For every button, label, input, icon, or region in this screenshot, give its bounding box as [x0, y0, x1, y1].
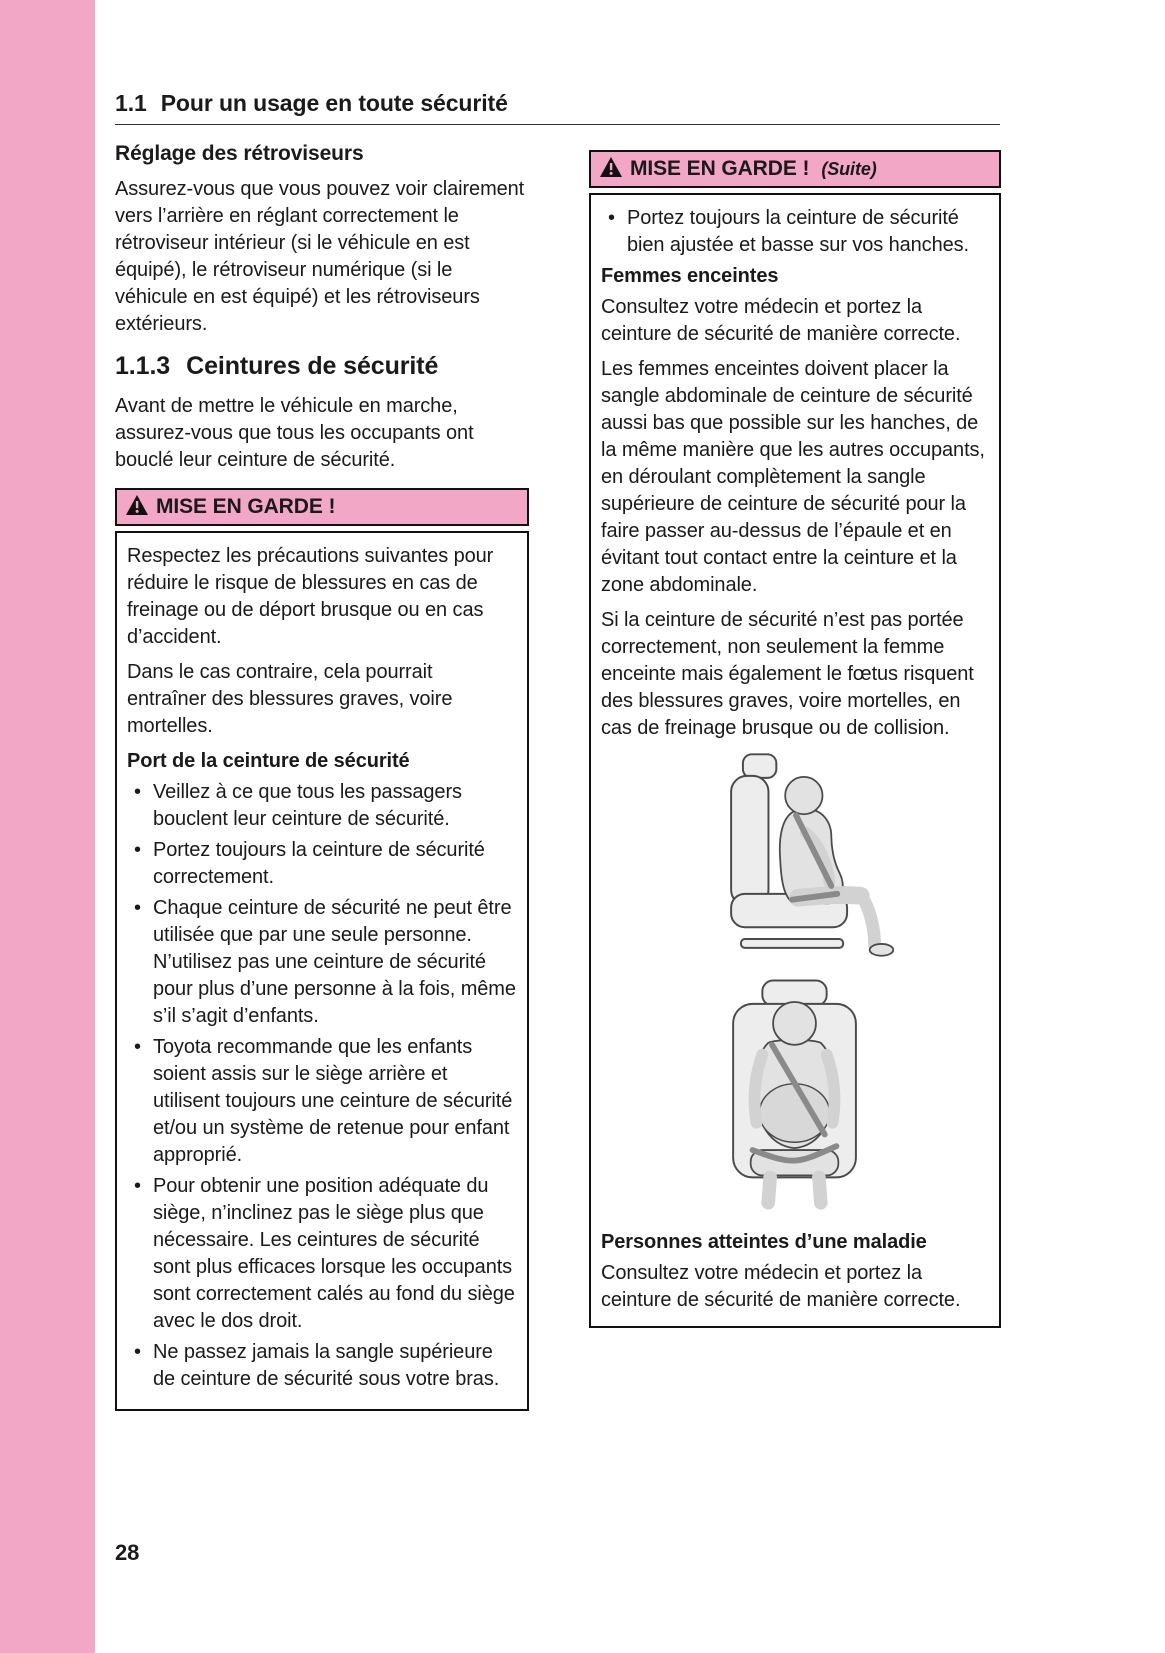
warning-box-continuation-header [589, 150, 1001, 188]
warning-bullet: • Pour obtenir une position adéquate du siège, n’inclinez pas le siège plus que nécessaire. Les ceintures de sécurité sont plus efficaces lorsque les occupants sont correctement calés au fond du siège avec le dos droit. [127, 1173, 517, 1335]
warning-paragraph: Respectez les précautions suivantes pour réduire le risque de blessures en cas de freinage ou de déport brusque ou en cas d’accident. [127, 545, 494, 648]
warning-paragraph: Consultez votre médecin et portez la ceinture de sécurité de manière correcte. [601, 296, 961, 345]
illustration-pregnant-seatbelt-front [601, 978, 989, 1221]
page-title: Pour un usage en toute sécurité [160, 90, 508, 116]
warning-bullet: • Chaque ceinture de sécurité ne peut être utilisée que par une seule personne. N’utilisez pas une ceinture de sécurité pour plus d’une personne à la fois, même s’il s’agit d’enfants. [127, 895, 517, 1030]
right-column [589, 150, 1001, 1328]
warning-paragraph: Dans le cas contraire, cela pourrait entraîner des blessures graves, voire mortelles. [127, 661, 453, 737]
warning-box-continuation [589, 150, 1001, 1328]
belts-heading [115, 352, 529, 381]
warning-box-continuation-body [589, 193, 1001, 1328]
illustration-pregnant-seatbelt-side [601, 750, 989, 970]
belts-section-number: 1.1.3 [115, 352, 171, 380]
pregnant-women-subheading: Femmes enceintes [601, 265, 779, 287]
warning-paragraph: Si la ceinture de sécurité n’est pas portée correctement, non seulement la femme enceinte mais également le fœtus risquent des blessures graves, voire mortelles, en cas de freinage brusque ou de collision. [601, 609, 974, 739]
warning-bullet: • Portez toujours la ceinture de sécurité correctement. [127, 837, 517, 891]
pink-sidebar [0, 0, 95, 1653]
left-column [115, 142, 529, 1411]
warning-paragraph: Les femmes enceintes doivent placer la sangle abdominale de ceinture de sécurité aussi bas que possible sur les hanches, de la même manière que les autres occupants, en déroulant complètement la sangle supérieure de ceinture de sécurité pour la faire passer au-dessus de l’épaule et en évitant tout contact entre la ceinture et la zone abdominale. [601, 358, 985, 596]
warning-box-left-body [115, 531, 529, 1411]
mirror-body: Assurez-vous que vous pouvez voir clairement vers l’arrière en réglant correctement le rétroviseur intérieur (si le véhicule en est équipé), le rétroviseur numérique (si le véhicule en est équipé) et les rétroviseurs extérieurs. [115, 178, 525, 335]
header-rule [115, 124, 1000, 125]
mirror-heading: Réglage des rétroviseurs [115, 142, 364, 165]
illness-subheading: Personnes atteintes d’une maladie [601, 1231, 927, 1253]
warning-triangle-icon [599, 156, 623, 183]
warning-bullet-list [127, 779, 517, 1393]
warning-triangle-icon [125, 494, 149, 521]
warning-box-left-header [115, 488, 529, 526]
belts-body: Avant de mettre le véhicule en marche, assurez-vous que tous les occupants ont bouclé leur ceinture de sécurité. [115, 395, 474, 471]
section-number: 1.1 [115, 90, 147, 116]
warning-paragraph: Consultez votre médecin et portez la ceinture de sécurité de manière correcte. [601, 1262, 961, 1311]
warning-bullet: • Ne passez jamais la sangle supérieure de ceinture de sécurité sous votre bras. [127, 1339, 517, 1393]
warning-suite-label: (Suite) [821, 158, 877, 179]
page-number: 28 [115, 1540, 140, 1565]
warning-bullet: • Portez toujours la ceinture de sécurité bien ajustée et basse sur vos hanches. [601, 205, 989, 259]
page-header [115, 90, 1000, 117]
warning-box-left [115, 488, 529, 1411]
warning-bullet: • Toyota recommande que les enfants soient assis sur le siège arrière et utilisent toujours une ceinture de sécurité et/ou un système de retenue pour enfant approprié. [127, 1034, 517, 1169]
warning-bullet: • Veillez à ce que tous les passagers bouclent leur ceinture de sécurité. [127, 779, 517, 833]
belts-section-title: Ceintures de sécurité [186, 352, 439, 380]
warning-title: MISE EN GARDE ! [156, 495, 336, 518]
warning-title: MISE EN GARDE ! [630, 157, 810, 180]
warning-bullet-list [601, 205, 989, 259]
warning-subheading: Port de la ceinture de sécurité [127, 750, 410, 772]
